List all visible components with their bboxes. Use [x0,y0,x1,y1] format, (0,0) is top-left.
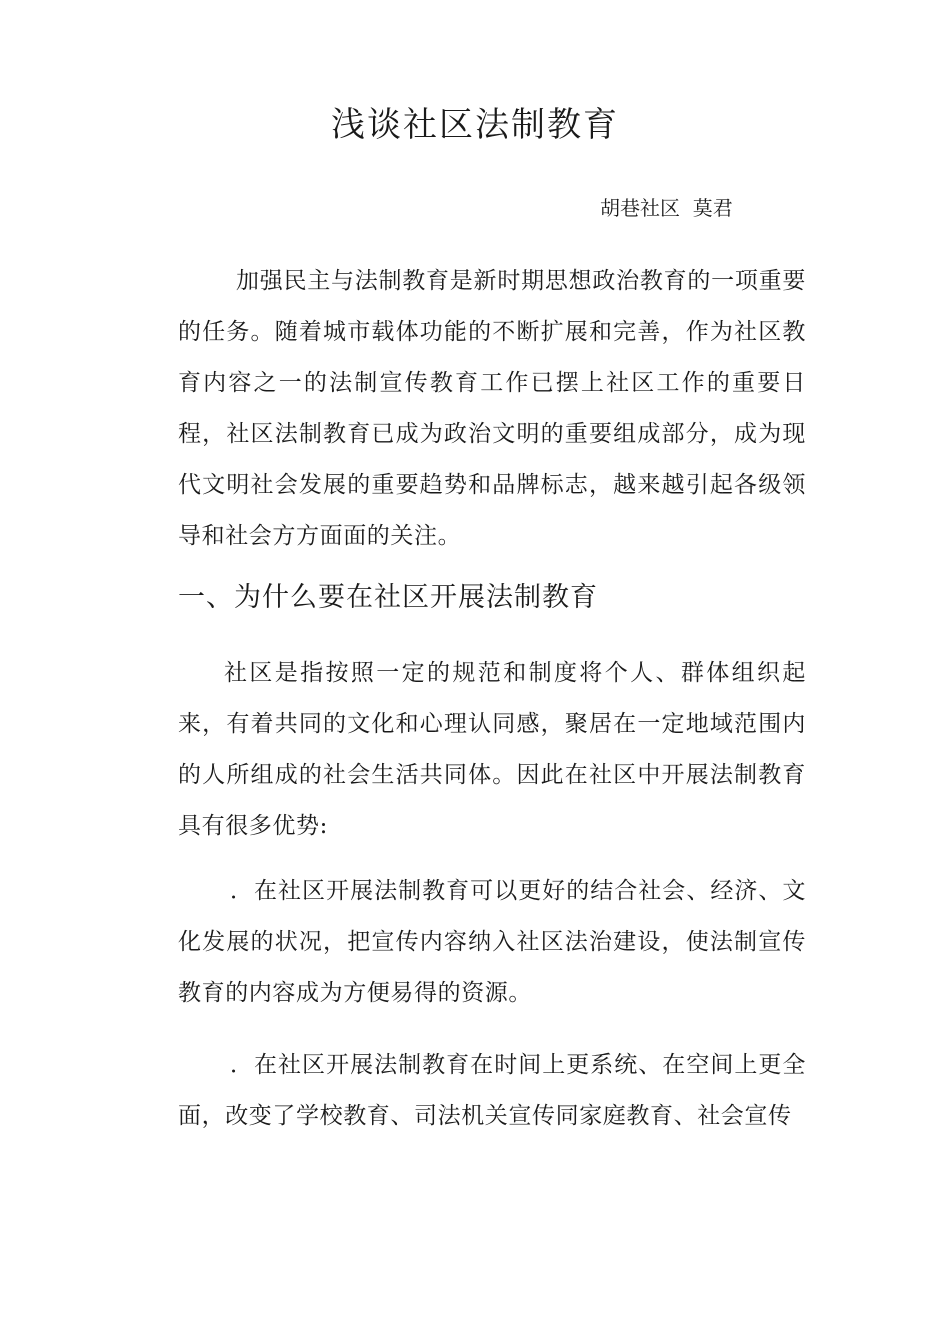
section-heading: 一、为什么要在社区开展法制教育 [178,582,598,613]
author-line: 胡巷社区 莫君 [600,196,733,220]
point-item: ．在社区开展法制教育可以更好的结合社会、经济、文化发展的状况，把宣传内容纳入社区法治建设，使法制宣传教育的内容成为方便易得的资源。 [178,878,806,1006]
section-paragraph: 社区是指按照一定的规范和制度将个人、群体组织起来，有着共同的文化和心理认同感，聚居在一定地域范围内的人所组成的社会生活共同体。因此在社区中开展法制教育具有很多优势: [178,660,806,839]
document-title: 浅谈社区法制教育 [331,105,619,145]
point-item: ．在社区开展法制教育在时间上更系统、在空间上更全面，改变了学校教育、司法机关宣传同家庭教育、社会宣传 [178,1052,806,1129]
intro-paragraph: 加强民主与法制教育是新时期思想政治教育的一项重要的任务。随着城市载体功能的不断扩展和完善，作为社区教育内容之一的法制宣传教育工作已摆上社区工作的重要日程，社区法制教育已成为政治文明的重要组成部分，成为现代文明社会发展的重要趋势和品牌标志，越来越引起各级领导和社会方方面面的关注。 [178,268,806,549]
